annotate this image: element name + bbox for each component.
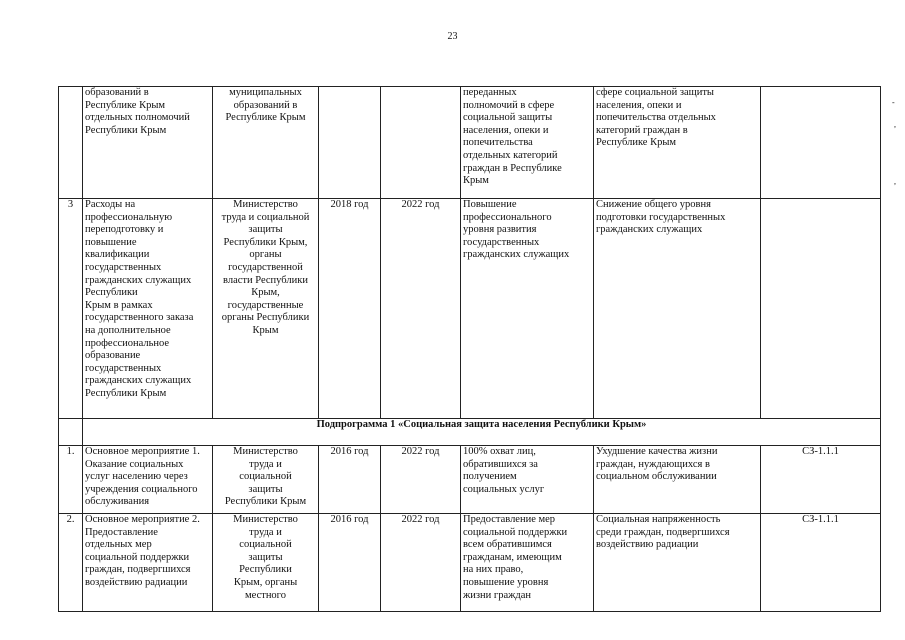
page-number: 23 (447, 31, 458, 42)
indicator-cell (761, 87, 881, 199)
end-cell (381, 87, 461, 199)
row-number (59, 87, 83, 199)
table-row (59, 446, 881, 514)
margin-mark: , (894, 177, 896, 186)
executor-cell: Министерство труда и социальной защиты Республики Крым, органы местного (213, 514, 319, 612)
event-cell: Основное мероприятие 1. Оказание социальных услуг населению через учреждения социального обслуживания (83, 446, 213, 514)
result-cell: Предоставление мер социальной поддержки всем обратившимся гражданам, имеющим на них право, повышение уровня жизни граждан (461, 514, 594, 612)
consequence-cell: Снижение общего уровня подготовки государственных гражданских служащих (594, 199, 761, 419)
margin-mark: , (894, 120, 896, 129)
program-table (58, 86, 881, 612)
result-cell: 100% охват лиц, обратившихся за получением социальных услуг (461, 446, 594, 514)
consequence-cell: Ухудшение качества жизни граждан, нуждающихся в социальном обслуживании (594, 446, 761, 514)
start-cell (319, 87, 381, 199)
subprogram-row (59, 419, 881, 446)
end-cell: 2022 год (381, 446, 461, 514)
indicator-cell: СЗ-1.1.1 (761, 446, 881, 514)
margin-mark: - (892, 98, 895, 107)
result-cell: Повышение профессионального уровня развития государственных гражданских служащих (461, 199, 594, 419)
start-cell: 2016 год (319, 514, 381, 612)
end-cell: 2022 год (381, 514, 461, 612)
table-row (59, 514, 881, 612)
subprogram-title: Подпрограмма 1 «Социальная защита населения Республики Крым» (83, 419, 881, 446)
start-cell: 2018 год (319, 199, 381, 419)
event-cell: Основное мероприятие 2. Предоставление отдельных мер социальной поддержки граждан, подвергшихся воздействию радиации (83, 514, 213, 612)
event-cell: Расходы на профессиональную переподготовку и повышение квалификации государственных гражданских служащих Республики Крым в рамках государственного заказа на дополнительное профессиональное образование государственных гражданских служащих Республики Крым (83, 199, 213, 419)
executor-cell: муниципальных образований в Республике Крым (213, 87, 319, 199)
consequence-cell: сфере социальной защиты населения, опеки и попечительства отдельных категорий граждан в Республике Крым (594, 87, 761, 199)
table-row (59, 87, 881, 199)
event-cell: образований в Республике Крым отдельных полномочий Республики Крым (83, 87, 213, 199)
consequence-cell: Социальная напряженность среди граждан, подвергшихся воздействию радиации (594, 514, 761, 612)
row-number: 3 (59, 199, 83, 419)
start-cell: 2016 год (319, 446, 381, 514)
indicator-cell: СЗ-1.1.1 (761, 514, 881, 612)
row-number (59, 419, 83, 446)
row-number: 2. (59, 514, 83, 612)
indicator-cell (761, 199, 881, 419)
executor-cell: Министерство труда и социальной защиты Республики Крым, органы государственной власти Республики Крым, государственные органы Республики Крым (213, 199, 319, 419)
row-number: 1. (59, 446, 83, 514)
end-cell: 2022 год (381, 199, 461, 419)
table-row (59, 199, 881, 419)
executor-cell: Министерство труда и социальной защиты Республики Крым (213, 446, 319, 514)
result-cell: переданных полномочий в сфере социальной защиты населения, опеки и попечительства отдельных категорий граждан в Республике Крым (461, 87, 594, 199)
